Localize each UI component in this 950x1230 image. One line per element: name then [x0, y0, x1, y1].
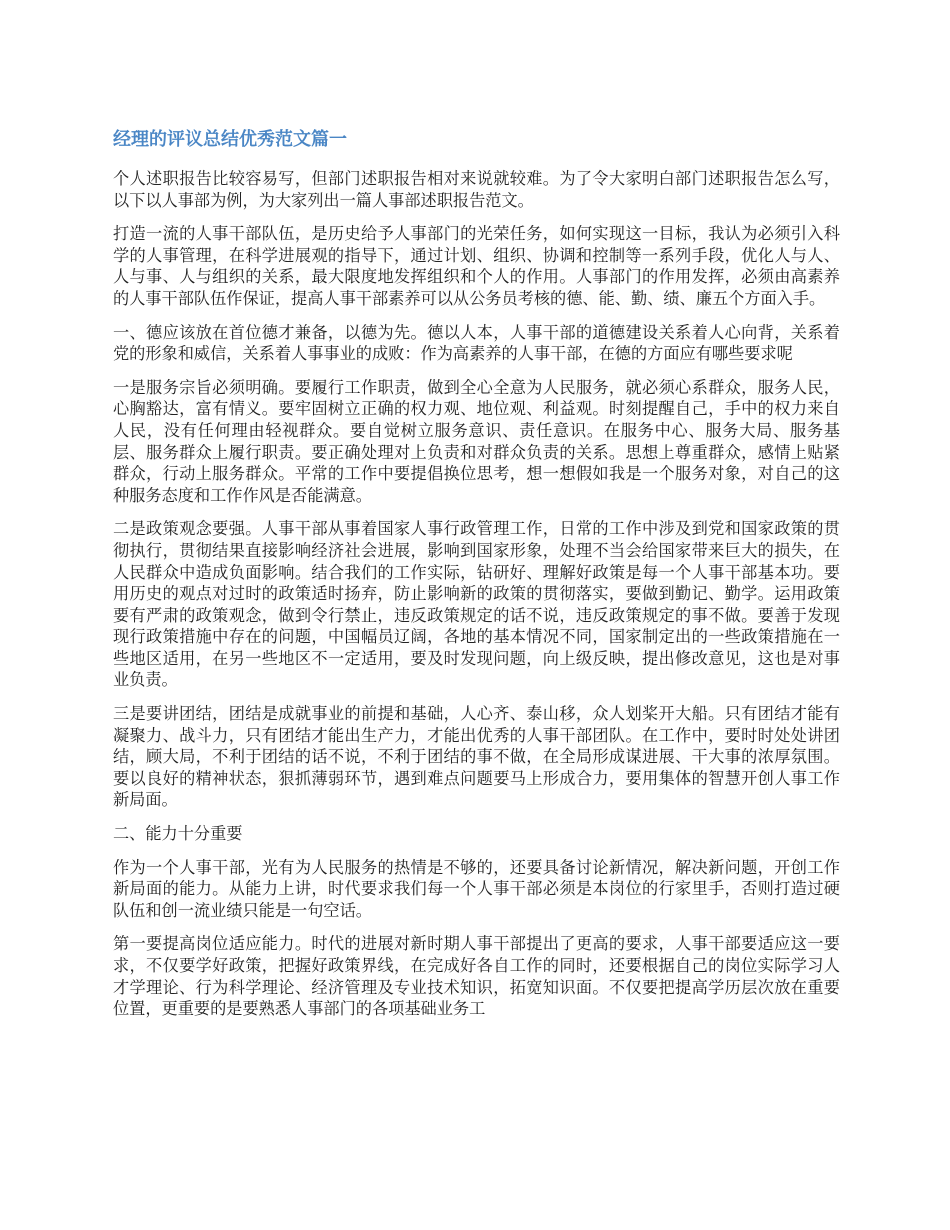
paragraph-adaptability: 第一要提高岗位适应能力。时代的进展对新时期人事干部提出了更高的要求，人事干部要适应这一要求，不仅要学好政策，把握好政策界线，在完成好各自工作的同时，还要根据自己的岗位实际学习人才学理论、行为科学理论、经济管理及专业技术知识，拓宽知识面。不仅要把提高学历层次放在重要位置，更重要的是要熟悉人事部门的各项基础业务工: [113, 934, 840, 1019]
paragraph-service-purpose: 一是服务宗旨必须明确。要履行工作职责，做到全心全意为人民服务，就必须心系群众，服务人民，心胸豁达，富有情义。要牢固树立正确的权力观、地位观、利益观。时刻提醒自己，手中的权力来自人民，没有任何理由轻视群众。要自觉树立服务意识、责任意识。在服务中心、服务大局、服务基层、服务群众上履行职责。要正确处理对上负责和对群众负责的关系。思想上尊重群众，感情上贴紧群众，行动上服务群众。平常的工作中要提倡换位思考，想一想假如我是一个服务对象，对自己的这种服务态度和工作作风是否能满意。: [113, 377, 840, 505]
paragraph-overview: 打造一流的人事干部队伍，是历史给予人事部门的光荣任务，如何实现这一目标，我认为必须引入科学的人事管理，在科学进展观的指导下，通过计划、组织、协调和控制等一系列手段，优化人与人、人与事、人与组织的关系，最大限度地发挥组织和个人的作用。人事部门的作用发挥，必须由高素养的人事干部队伍作保证，提高人事干部素养可以从公务员考核的德、能、勤、绩、廉五个方面入手。: [113, 224, 840, 308]
paragraph-section-virtue: 一、德应该放在首位德才兼备，以德为先。德以人本，人事干部的道德建设关系着人心向背，关系着党的形象和威信，关系着人事事业的成败：作为高素养的人事干部，在德的方面应有哪些要求呢: [113, 322, 840, 364]
paragraph-unity: 三是要讲团结，团结是成就事业的前提和基础，人心齐、泰山移，众人划桨开大船。只有团结才能有凝聚力、战斗力，只有团结才能出生产力，才能出优秀的人事干部团队。在工作中，要时时处处讲团结，顾大局，不利于团结的话不说，不利于团结的事不做，在全局形成谋进展、干大事的浓厚氛围。要以良好的精神状态，狠抓薄弱环节，遇到难点问题要马上形成合力，要用集体的智慧开创人事工作新局面。: [113, 704, 840, 810]
paragraph-section-ability: 二、能力十分重要: [113, 824, 243, 844]
paragraph-policy-awareness: 二是政策观念要强。人事干部从事着国家人事行政管理工作，日常的工作中涉及到党和国家政策的贯彻执行，贯彻结果直接影响经济社会进展，影响到国家形象，处理不当会给国家带来巨大的损失，在人民群众中造成负面影响。结合我们的工作实际，钻研好、理解好政策是每一个人事干部基本功。要用历史的观点对过时的政策适时扬弃，防止影响新的政策的贯彻落实，要做到勤记、勤学。运用政策要有严肃的政策观念，做到令行禁止，违反政策规定的话不说，违反政策规定的事不做。要善于发现现行政策措施中存在的问题，中国幅员辽阔，各地的基本情况不同，国家制定出的一些政策措施在一些地区适用，在另一些地区不一定适用，要及时发现问题，向上级反映，提出修改意见，这也是对事业负责。: [113, 519, 840, 690]
paragraph-intro: 个人述职报告比较容易写，但部门述职报告相对来说就较难。为了令大家明白部门述职报告怎么写，以下以人事部为例，为大家列出一篇人事部述职报告范文。: [113, 169, 840, 210]
document-page: [113, 126, 840, 1032]
document-title: 经理的评议总结优秀范文篇一: [113, 129, 347, 150]
paragraph-ability-intro: 作为一个人事干部，光有为人民服务的热情是不够的，还要具备讨论新情况，解决新问题，开创工作新局面的能力。从能力上讲，时代要求我们每一个人事干部必须是本岗位的行家里手，否则打造过硬队伍和创一流业绩只能是一句空话。: [113, 857, 840, 920]
